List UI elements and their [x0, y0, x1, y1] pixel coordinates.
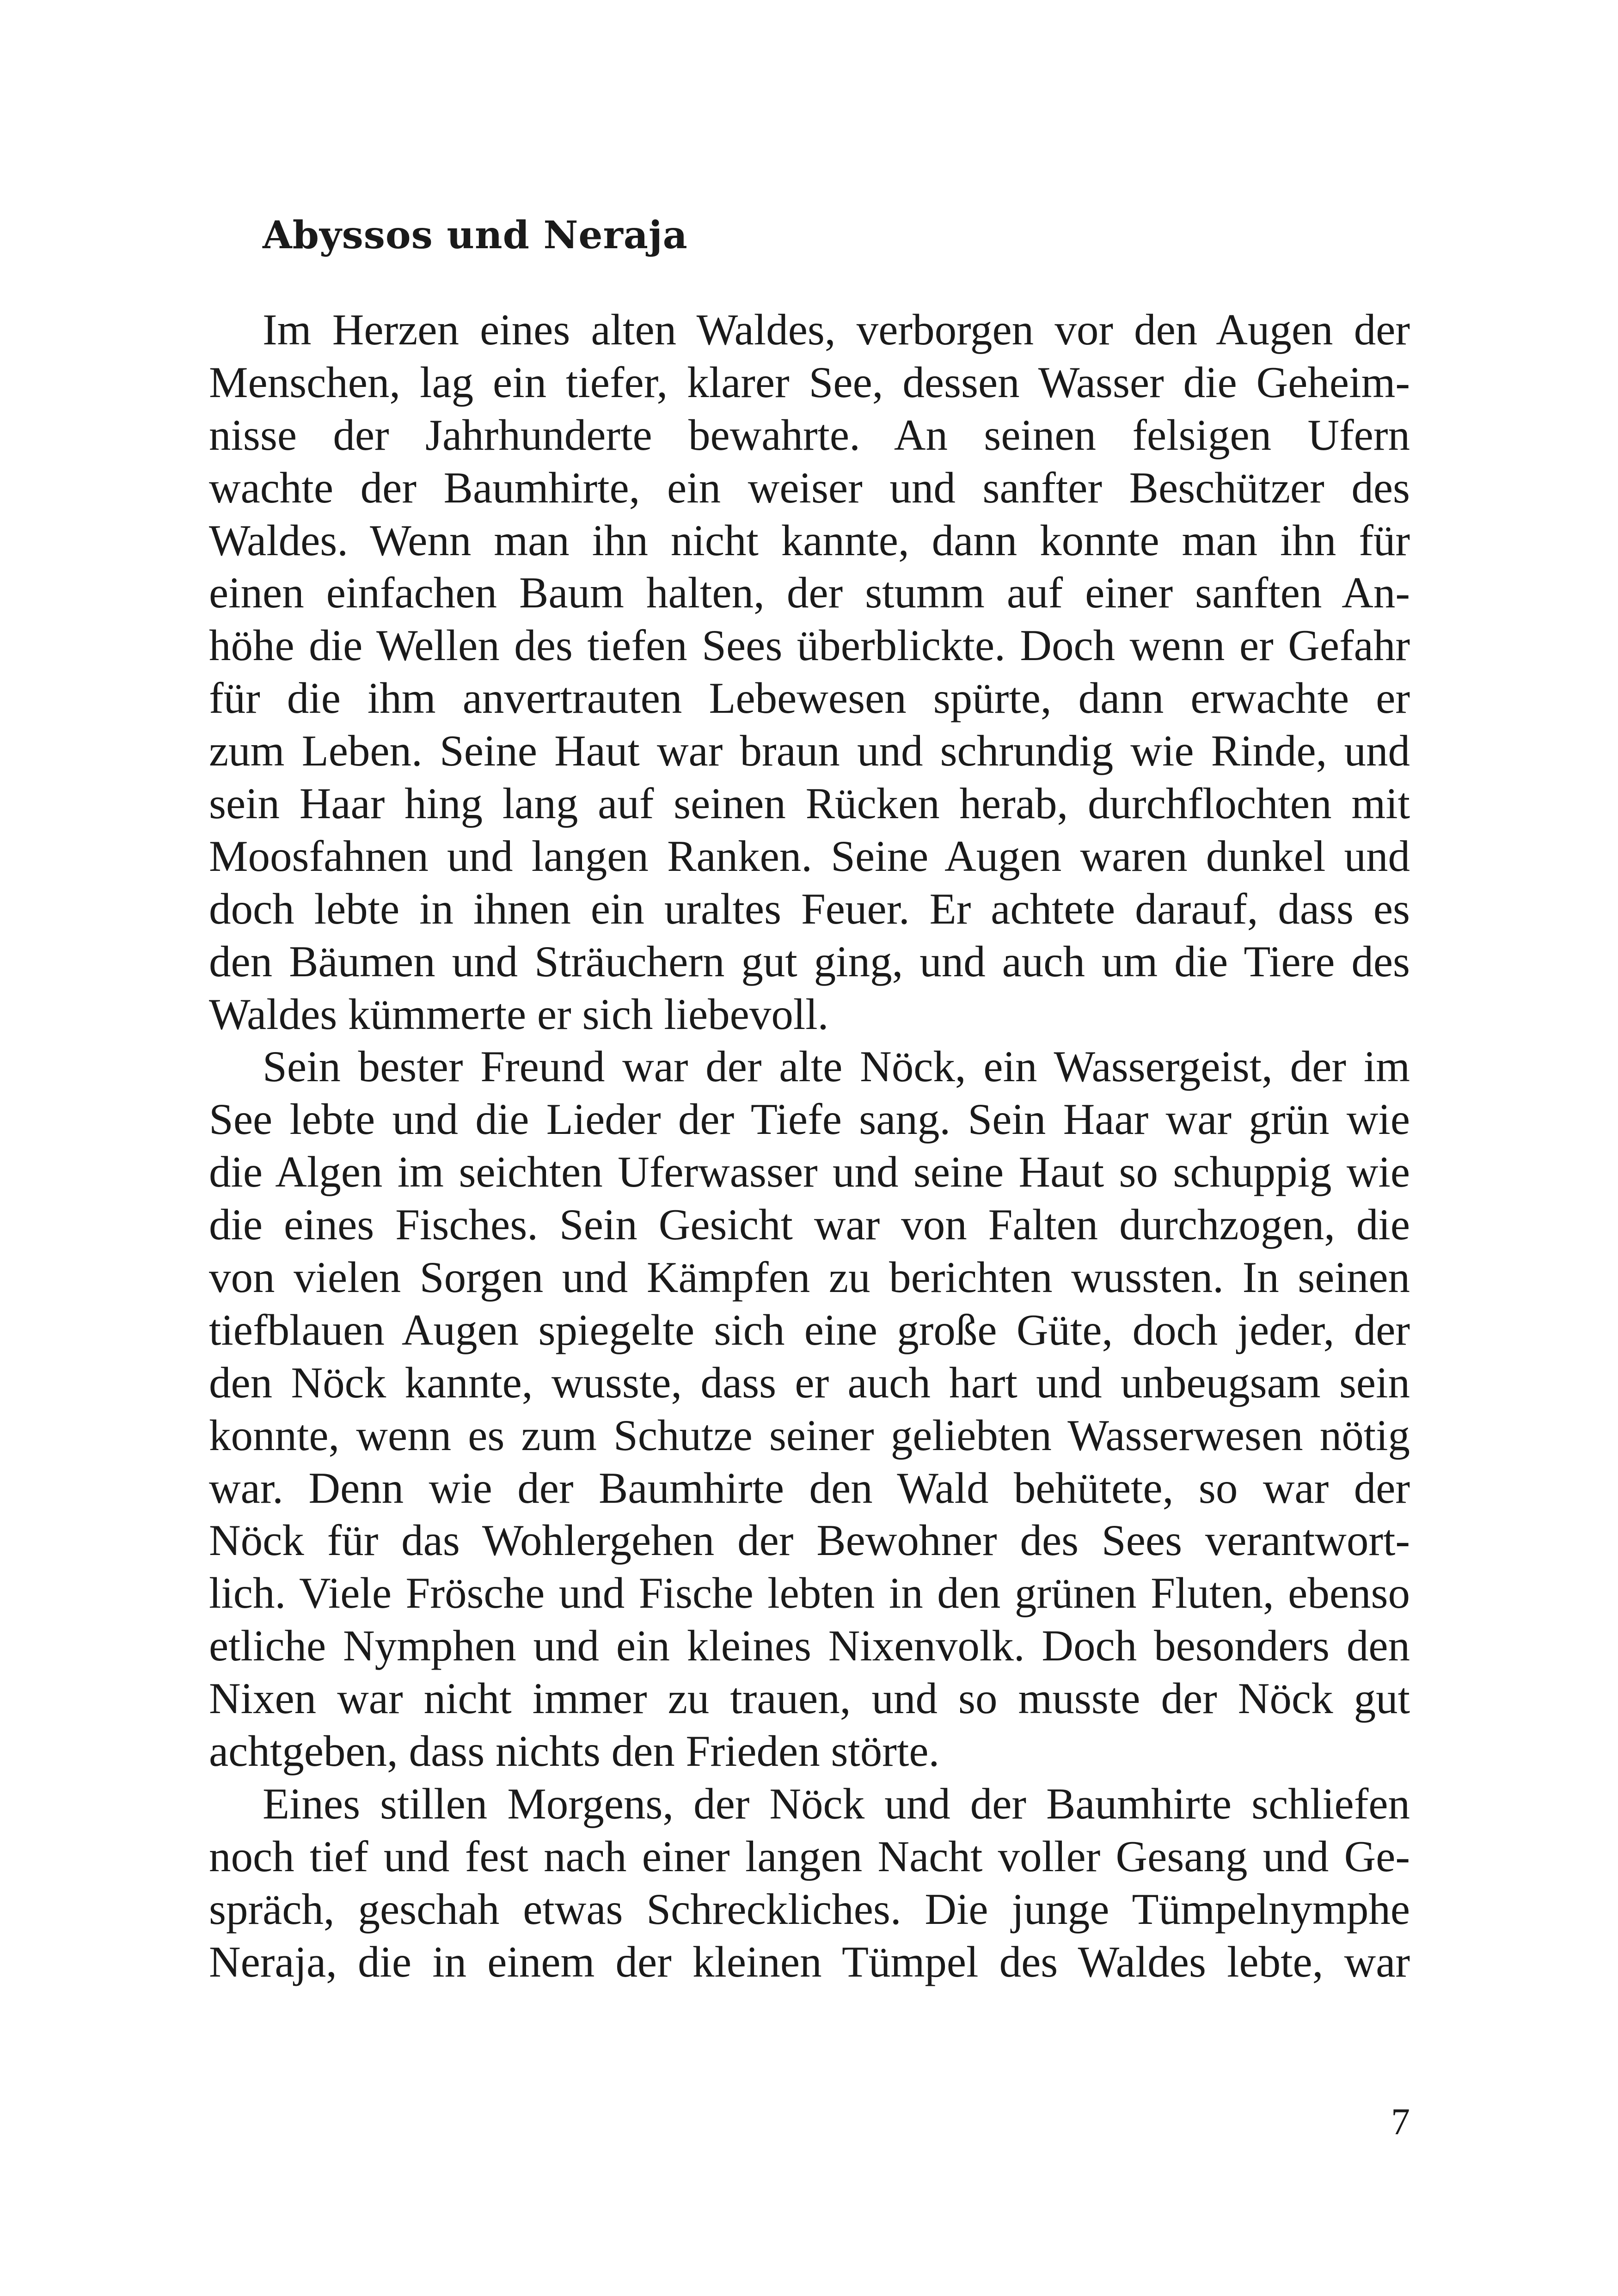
text-line: Waldes. Wenn man ihn nicht kannte, dann konnte man ihn für — [209, 515, 1410, 565]
text-line: den Nöck kannte, wusste, dass er auch hart und unbeugsam sein — [209, 1358, 1410, 1407]
text-line: einen einfachen Baum halten, der stumm auf einer sanften An- — [209, 568, 1410, 618]
text-line: Menschen, lag ein tiefer, klarer See, dessen Wasser die Geheim- — [209, 357, 1410, 407]
text-line: etliche Nymphen und ein kleines Nixenvolk. Doch besonders den — [209, 1621, 1410, 1671]
chapter-title: Abyssos und Neraja — [263, 213, 688, 257]
text-line: die Algen im seichten Uferwasser und seine Haut so schuppig wie — [209, 1147, 1410, 1197]
text-line: doch lebte in ihnen ein uraltes Feuer. Er achtete darauf, dass es — [209, 884, 1410, 933]
text-line: wachte der Baumhirte, ein weiser und sanfter Beschützer des — [209, 463, 1410, 512]
text-line: Sein bester Freund war der alte Nöck, ein Wassergeist, der im — [263, 1042, 1410, 1091]
text-line: spräch, geschah etwas Schreckliches. Die junge Tümpelnymphe — [209, 1884, 1410, 1934]
text-line: von vielen Sorgen und Kämpfen zu berichten wussten. In seinen — [209, 1253, 1410, 1302]
text-line: noch tief und fest nach einer langen Nacht voller Gesang und Ge- — [209, 1831, 1410, 1881]
text-line: den Bäumen und Sträuchern gut ging, und auch um die Tiere des — [209, 937, 1410, 986]
text-line: nisse der Jahrhunderte bewahrte. An seinen felsigen Ufern — [209, 410, 1410, 459]
text-line: die eines Fisches. Sein Gesicht war von Falten durchzogen, die — [209, 1200, 1410, 1249]
text-line: tiefblauen Augen spiegelte sich eine große Güte, doch jeder, der — [209, 1305, 1410, 1354]
text-line: Moosfahnen und langen Ranken. Seine Augen waren dunkel und — [209, 831, 1410, 881]
text-line: konnte, wenn es zum Schutze seiner geliebten Wasserwesen nötig — [209, 1410, 1410, 1460]
text-line: achtgeben, dass nichts den Frieden störte. — [209, 1727, 940, 1776]
text-line: Nöck für das Wohlergehen der Bewohner des Sees verantwort- — [209, 1516, 1410, 1565]
text-line: Eines stillen Morgens, der Nöck und der Baumhirte schliefen — [263, 1779, 1410, 1828]
text-line: zum Leben. Seine Haut war braun und schrundig wie Rinde, und — [209, 726, 1410, 776]
body-text — [209, 304, 1410, 1989]
text-line: Neraja, die in einem der kleinen Tümpel des Waldes lebte, war — [209, 1937, 1410, 1986]
page-number: 7 — [1391, 2100, 1410, 2143]
text-line: lich. Viele Frösche und Fische lebten in den grünen Fluten, ebenso — [209, 1568, 1410, 1618]
text-line: höhe die Wellen des tiefen Sees überblickte. Doch wenn er Gefahr — [209, 621, 1410, 670]
text-line: war. Denn wie der Baumhirte den Wald behütete, so war der — [209, 1463, 1410, 1512]
text-line: sein Haar hing lang auf seinen Rücken herab, durchflochten mit — [209, 779, 1410, 828]
text-line: Im Herzen eines alten Waldes, verborgen vor den Augen der — [263, 305, 1410, 354]
text-line: Nixen war nicht immer zu trauen, und so musste der Nöck gut — [209, 1674, 1410, 1723]
text-line: See lebte und die Lieder der Tiefe sang. Sein Haar war grün wie — [209, 1095, 1410, 1144]
text-line: Waldes kümmerte er sich liebevoll. — [209, 989, 829, 1039]
text-line: für die ihm anvertrauten Lebewesen spürte, dann erwachte er — [209, 673, 1410, 723]
